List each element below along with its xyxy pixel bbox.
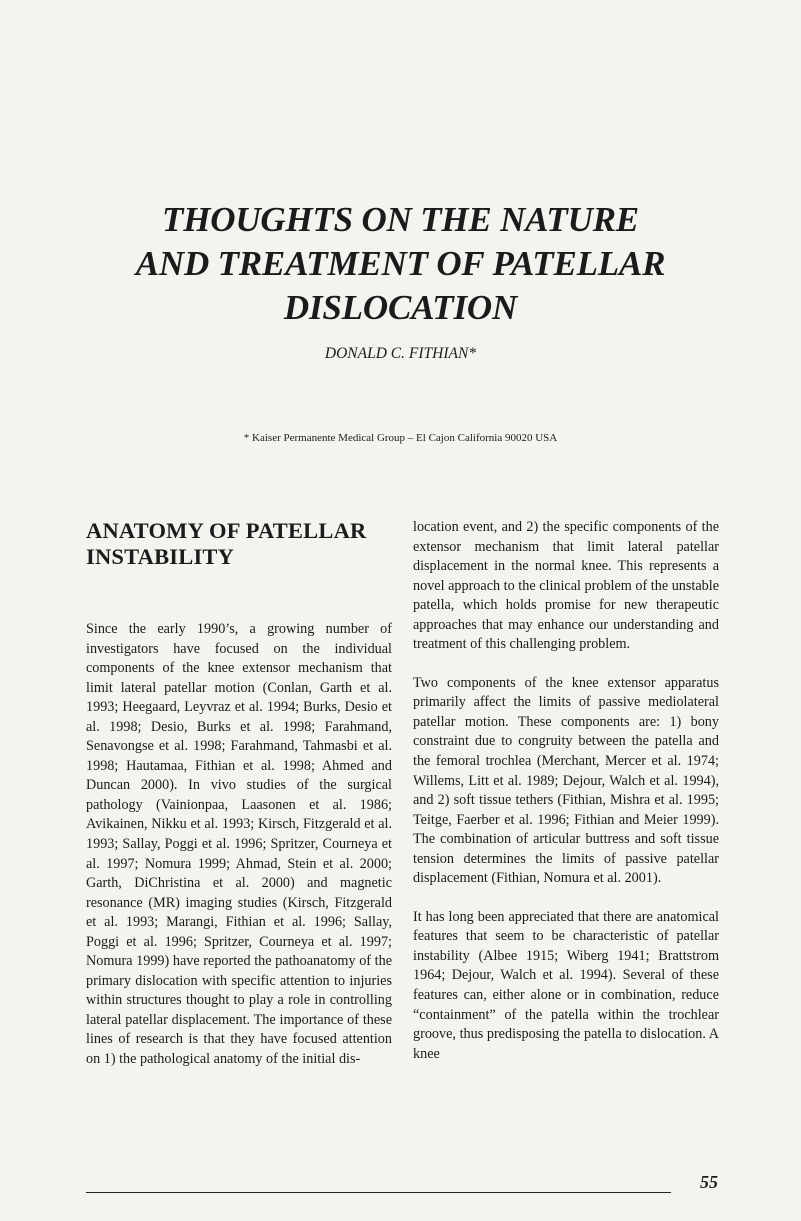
article-title xyxy=(80,198,721,330)
section-heading: ANATOMY OF PATELLAR INSTABILITY xyxy=(86,518,367,569)
page-number: 55 xyxy=(700,1172,718,1192)
author-affiliation: * Kaiser Permanente Medical Group – El Cajon California 90020 USA xyxy=(243,432,558,444)
body-paragraph: Two components of the knee extensor apparatus primarily affect the limits of passive mediolateral patellar motion. These components are: 1) bony constraint due to congruity between the patella and the femoral trochlea (Merchant, Mercer et al. 1974; Willems, Litt et al. 1989; Dejour, Walch et al. 1994), and 2) soft tissue tethers (Fithian, Mishra et al. 1995; Teitge, Faerber et al. 1996; Fithian and Meier 1999). The combination of articular buttress and soft tissue tension determines the limits of passive patellar displacement (Fithian, Nomura et al. 2001). xyxy=(413,674,719,887)
right-column xyxy=(413,518,719,1083)
title-line: DISLOCATION xyxy=(283,288,518,327)
body-paragraph: It has long been appreciated that there are anatomical features that seem to be characteristic of patellar instability (Albee 1915; Wiberg 1941; Brattstrom 1964; Dejour, Walch et al. 1994). Several of these features can, either alone or in combination, reduce “containment” of the patella within the trochlear groove, thus predisposing the patella to dislocation. A knee xyxy=(413,908,719,1062)
author-name: DONALD C. FITHIAN* xyxy=(324,345,477,362)
footer-rule xyxy=(86,1192,671,1193)
body-paragraph: location event, and 2) the specific components of the extensor mechanism that limit lateral patellar displacement in the normal knee. This represents a novel approach to the clinical problem of the unstable patella, which holds promise for new therapeutic approaches that may enhance our understanding and treatment of this challenging problem. xyxy=(413,519,719,653)
body-paragraph: Since the early 1990’s, a growing number of investigators have focused on the individual components of the knee extensor mechanism that limit lateral patellar motion (Conlan, Garth et al. 1993; Heegaard, Leyvraz et al. 1994; Burks, Desio et al. 1998; Desio, Burks et al. 1998; Farahmand, Senavongse et al. 1998; Farahmand, Tahmasbi et al. 1998; Hautamaa, Fithian et al. 1998; Ahmed and Duncan 2000). In vivo studies of the surgical pathology (Vainionpaa, Laasonen et al. 1986; Avikainen, Nikku et al. 1993; Kirsch, Fitzgerald et al. 1993; Sallay, Poggi et al. 1996; Spritzer, Courneya et al. 1997; Nomura 1999; Ahmad, Stein et al. 2000; Garth, DiChristina et al. 2000) and magnetic resonance (MR) imaging studies (Kirsch, Fitzgerald et al. 1993; Marangi, Fithian et al. 1996; Sallay, Poggi et al. 1996; Spritzer, Courneya et al. 1997; Nomura 1999) have reported the pathoanatomy of the primary dislocation with specific attention to injuries within structures thought to play a role in controlling lateral patellar displacement. The importance of these lines of research is that they have focused attention on 1) the pathological anatomy of the initial dis- xyxy=(86,621,392,1068)
title-line: THOUGHTS ON THE NATURE xyxy=(162,200,639,239)
title-line: AND TREATMENT OF PATELLAR xyxy=(135,244,666,283)
left-column xyxy=(86,518,392,1089)
